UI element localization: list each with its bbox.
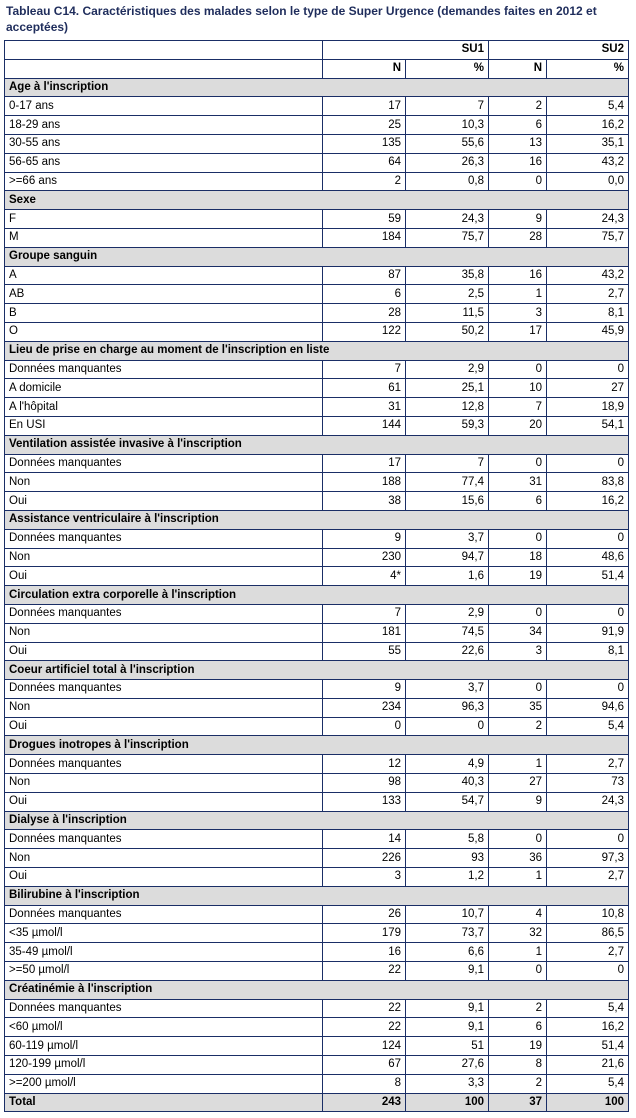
row-label: Oui	[5, 717, 323, 736]
table-row	[5, 1056, 629, 1075]
row-value: 2,7	[547, 868, 629, 887]
row-value: 19	[489, 567, 547, 586]
row-value: 38	[323, 492, 406, 511]
row-value: 133	[323, 792, 406, 811]
table-row	[5, 398, 629, 417]
row-value: 73	[547, 774, 629, 793]
row-value: 4	[489, 905, 547, 924]
table-row	[5, 360, 629, 379]
table-row	[5, 680, 629, 699]
row-value: 188	[323, 473, 406, 492]
table-row	[5, 698, 629, 717]
row-value: 5,4	[547, 999, 629, 1018]
row-value: 1,6	[406, 567, 489, 586]
row-value: 24,3	[547, 792, 629, 811]
row-value: 16	[489, 266, 547, 285]
table-row	[5, 905, 629, 924]
row-value: 75,7	[547, 228, 629, 247]
row-value: 3	[323, 868, 406, 887]
row-value: 14	[323, 830, 406, 849]
section-label: Groupe sanguin	[5, 247, 629, 266]
row-value: 17	[323, 97, 406, 116]
row-value: 2,7	[547, 943, 629, 962]
row-label: Oui	[5, 868, 323, 887]
row-value: 0	[489, 172, 547, 191]
row-value: 64	[323, 153, 406, 172]
row-value: 0	[547, 962, 629, 981]
section-header-row	[5, 247, 629, 266]
header-group-su2: SU2	[489, 41, 629, 60]
row-value: 8,1	[547, 304, 629, 323]
row-value: 5,4	[547, 97, 629, 116]
row-value: 86,5	[547, 924, 629, 943]
table-row	[5, 285, 629, 304]
table-row	[5, 492, 629, 511]
row-value: 2	[489, 717, 547, 736]
row-value: 8,1	[547, 642, 629, 661]
row-value: 16,2	[547, 1018, 629, 1037]
row-value: 10,7	[406, 905, 489, 924]
row-value: 230	[323, 548, 406, 567]
section-header-row	[5, 586, 629, 605]
section-header-row	[5, 435, 629, 454]
row-value: 74,5	[406, 623, 489, 642]
table-row	[5, 962, 629, 981]
table-row	[5, 830, 629, 849]
row-value: 0	[489, 529, 547, 548]
row-label: >=66 ans	[5, 172, 323, 191]
row-label: F	[5, 210, 323, 229]
row-value: 0	[489, 680, 547, 699]
row-value: 9	[323, 680, 406, 699]
row-value: 0	[489, 962, 547, 981]
total-value: 100	[406, 1093, 489, 1112]
row-value: 6	[323, 285, 406, 304]
row-value: 16	[489, 153, 547, 172]
section-label: Assistance ventriculaire à l'inscription	[5, 510, 629, 529]
header-sub-pct: %	[547, 59, 629, 78]
total-value: 243	[323, 1093, 406, 1112]
row-value: 28	[489, 228, 547, 247]
row-label: M	[5, 228, 323, 247]
row-label: Oui	[5, 492, 323, 511]
row-value: 27	[547, 379, 629, 398]
row-value: 25	[323, 116, 406, 135]
row-value: 87	[323, 266, 406, 285]
row-value: 18	[489, 548, 547, 567]
row-value: 48,6	[547, 548, 629, 567]
row-value: 2,5	[406, 285, 489, 304]
row-value: 226	[323, 849, 406, 868]
row-value: 83,8	[547, 473, 629, 492]
table-row	[5, 379, 629, 398]
row-value: 98	[323, 774, 406, 793]
row-value: 9,1	[406, 962, 489, 981]
table-row	[5, 924, 629, 943]
row-value: 22	[323, 999, 406, 1018]
row-value: 7	[406, 97, 489, 116]
row-value: 32	[489, 924, 547, 943]
header-sub-n: N	[489, 59, 547, 78]
table-row	[5, 529, 629, 548]
table-row	[5, 604, 629, 623]
table-row	[5, 774, 629, 793]
header-group-su1: SU1	[323, 41, 489, 60]
row-value: 16,2	[547, 492, 629, 511]
row-value: 9	[323, 529, 406, 548]
table-row	[5, 1074, 629, 1093]
row-value: 17	[323, 454, 406, 473]
row-value: 2	[489, 1074, 547, 1093]
table-row	[5, 304, 629, 323]
row-value: 6	[489, 492, 547, 511]
row-value: 0,0	[547, 172, 629, 191]
row-value: 1	[489, 868, 547, 887]
row-value: 51	[406, 1037, 489, 1056]
row-value: 26	[323, 905, 406, 924]
row-value: 2	[489, 97, 547, 116]
row-value: 0	[323, 717, 406, 736]
row-value: 77,4	[406, 473, 489, 492]
table-row	[5, 134, 629, 153]
section-header-row	[5, 980, 629, 999]
row-value: 16,2	[547, 116, 629, 135]
section-header-row	[5, 341, 629, 360]
section-header-row	[5, 191, 629, 210]
header-sub-pct: %	[406, 59, 489, 78]
row-label: A	[5, 266, 323, 285]
row-value: 55	[323, 642, 406, 661]
row-value: 8	[323, 1074, 406, 1093]
row-value: 59	[323, 210, 406, 229]
row-value: 40,3	[406, 774, 489, 793]
section-header-row	[5, 78, 629, 97]
row-value: 3,7	[406, 529, 489, 548]
row-value: 7	[406, 454, 489, 473]
row-value: 24,3	[547, 210, 629, 229]
row-value: 10,8	[547, 905, 629, 924]
row-value: 0	[547, 604, 629, 623]
row-value: 7	[323, 360, 406, 379]
row-value: 24,3	[406, 210, 489, 229]
row-value: 9	[489, 792, 547, 811]
row-value: 1	[489, 943, 547, 962]
table-row	[5, 868, 629, 887]
row-value: 27,6	[406, 1056, 489, 1075]
row-value: 51,4	[547, 567, 629, 586]
row-value: 50,2	[406, 322, 489, 341]
table-row	[5, 1018, 629, 1037]
total-row	[5, 1093, 629, 1112]
row-value: 9,1	[406, 999, 489, 1018]
row-value: 10,3	[406, 116, 489, 135]
row-value: 179	[323, 924, 406, 943]
row-value: 35,1	[547, 134, 629, 153]
section-label: Bilirubine à l'inscription	[5, 886, 629, 905]
row-value: 16	[323, 943, 406, 962]
row-value: 31	[323, 398, 406, 417]
row-value: 20	[489, 416, 547, 435]
row-value: 6,6	[406, 943, 489, 962]
row-value: 67	[323, 1056, 406, 1075]
header-blank-cell	[5, 41, 323, 60]
row-label: Non	[5, 774, 323, 793]
row-label: 0-17 ans	[5, 97, 323, 116]
table-row	[5, 642, 629, 661]
row-label: 120-199 µmol/l	[5, 1056, 323, 1075]
row-value: 3	[489, 304, 547, 323]
row-label: AB	[5, 285, 323, 304]
row-value: 93	[406, 849, 489, 868]
row-value: 5,4	[547, 1074, 629, 1093]
row-value: 0	[406, 717, 489, 736]
row-value: 7	[323, 604, 406, 623]
row-value: 13	[489, 134, 547, 153]
row-value: 55,6	[406, 134, 489, 153]
row-value: 43,2	[547, 153, 629, 172]
table-title: Tableau C14. Caractéristiques des malades selon le type de Super Urgence (demandes faites en 2012 et acceptées)	[6, 4, 597, 34]
table-row	[5, 454, 629, 473]
row-label: <60 µmol/l	[5, 1018, 323, 1037]
section-label: Ventilation assistée invasive à l'inscription	[5, 435, 629, 454]
row-value: 3	[489, 642, 547, 661]
row-value: 7	[489, 398, 547, 417]
row-value: 11,5	[406, 304, 489, 323]
row-value: 17	[489, 322, 547, 341]
row-label: En USI	[5, 416, 323, 435]
row-value: 96,3	[406, 698, 489, 717]
row-value: 4,9	[406, 755, 489, 774]
row-value: 61	[323, 379, 406, 398]
row-label: Non	[5, 698, 323, 717]
row-value: 22	[323, 962, 406, 981]
row-label: Oui	[5, 792, 323, 811]
row-value: 3,3	[406, 1074, 489, 1093]
row-value: 73,7	[406, 924, 489, 943]
row-value: 1	[489, 285, 547, 304]
row-label: 56-65 ans	[5, 153, 323, 172]
row-label: 30-55 ans	[5, 134, 323, 153]
section-label: Coeur artificiel total à l'inscription	[5, 661, 629, 680]
row-label: Données manquantes	[5, 755, 323, 774]
row-label: Non	[5, 473, 323, 492]
row-value: 2	[323, 172, 406, 191]
section-header-row	[5, 811, 629, 830]
row-value: 22	[323, 1018, 406, 1037]
row-value: 54,7	[406, 792, 489, 811]
row-value: 0	[489, 360, 547, 379]
row-label: O	[5, 322, 323, 341]
row-value: 35	[489, 698, 547, 717]
row-value: 34	[489, 623, 547, 642]
row-label: <35 µmol/l	[5, 924, 323, 943]
row-value: 184	[323, 228, 406, 247]
table-row	[5, 943, 629, 962]
section-label: Lieu de prise en charge au moment de l'inscription en liste	[5, 341, 629, 360]
row-value: 124	[323, 1037, 406, 1056]
section-header-row	[5, 661, 629, 680]
row-label: >=200 µmol/l	[5, 1074, 323, 1093]
row-value: 31	[489, 473, 547, 492]
section-label: Drogues inotropes à l'inscription	[5, 736, 629, 755]
row-label: Données manquantes	[5, 529, 323, 548]
row-value: 12	[323, 755, 406, 774]
row-value: 0	[547, 680, 629, 699]
row-value: 22,6	[406, 642, 489, 661]
row-value: 5,4	[547, 717, 629, 736]
row-value: 36	[489, 849, 547, 868]
total-value: 37	[489, 1093, 547, 1112]
section-label: Créatinémie à l'inscription	[5, 980, 629, 999]
row-label: 35-49 µmol/l	[5, 943, 323, 962]
row-label: B	[5, 304, 323, 323]
row-value: 135	[323, 134, 406, 153]
row-value: 144	[323, 416, 406, 435]
table-row	[5, 266, 629, 285]
header-row-groups	[5, 41, 629, 60]
header-blank-cell	[5, 59, 323, 78]
row-value: 43,2	[547, 266, 629, 285]
section-header-row	[5, 736, 629, 755]
row-value: 45,9	[547, 322, 629, 341]
row-value: 9	[489, 210, 547, 229]
row-value: 0	[547, 360, 629, 379]
row-value: 28	[323, 304, 406, 323]
table-row	[5, 548, 629, 567]
row-value: 21,6	[547, 1056, 629, 1075]
row-label: A l'hôpital	[5, 398, 323, 417]
row-label: Données manquantes	[5, 830, 323, 849]
header-row-sub	[5, 59, 629, 78]
row-value: 4*	[323, 567, 406, 586]
row-label: A domicile	[5, 379, 323, 398]
row-value: 12,8	[406, 398, 489, 417]
row-label: Données manquantes	[5, 999, 323, 1018]
table-row	[5, 97, 629, 116]
row-value: 10	[489, 379, 547, 398]
row-value: 1,2	[406, 868, 489, 887]
row-value: 97,3	[547, 849, 629, 868]
table-row	[5, 623, 629, 642]
section-header-row	[5, 886, 629, 905]
row-label: Non	[5, 623, 323, 642]
row-value: 0,8	[406, 172, 489, 191]
row-value: 0	[547, 830, 629, 849]
row-label: >=50 µmol/l	[5, 962, 323, 981]
total-value: 100	[547, 1093, 629, 1112]
row-value: 18,9	[547, 398, 629, 417]
section-label: Dialyse à l'inscription	[5, 811, 629, 830]
section-header-row	[5, 510, 629, 529]
row-value: 75,7	[406, 228, 489, 247]
table-row	[5, 999, 629, 1018]
row-value: 0	[489, 830, 547, 849]
row-value: 94,7	[406, 548, 489, 567]
row-value: 181	[323, 623, 406, 642]
row-label: Données manquantes	[5, 454, 323, 473]
row-value: 0	[489, 604, 547, 623]
row-value: 5,8	[406, 830, 489, 849]
row-value: 6	[489, 116, 547, 135]
row-label: Non	[5, 849, 323, 868]
row-value: 15,6	[406, 492, 489, 511]
row-value: 2,7	[547, 285, 629, 304]
row-value: 91,9	[547, 623, 629, 642]
table-row	[5, 210, 629, 229]
row-label: 60-119 µmol/l	[5, 1037, 323, 1056]
row-value: 2,9	[406, 360, 489, 379]
row-label: Oui	[5, 567, 323, 586]
row-label: Données manquantes	[5, 360, 323, 379]
table-row	[5, 849, 629, 868]
row-value: 35,8	[406, 266, 489, 285]
row-label: Données manquantes	[5, 680, 323, 699]
row-value: 2,7	[547, 755, 629, 774]
table-row	[5, 717, 629, 736]
row-label: Oui	[5, 642, 323, 661]
row-value: 54,1	[547, 416, 629, 435]
table-row	[5, 172, 629, 191]
table-row	[5, 416, 629, 435]
row-value: 25,1	[406, 379, 489, 398]
row-value: 26,3	[406, 153, 489, 172]
section-label: Circulation extra corporelle à l'inscription	[5, 586, 629, 605]
table-row	[5, 322, 629, 341]
row-value: 122	[323, 322, 406, 341]
total-label: Total	[5, 1093, 323, 1112]
table-row	[5, 153, 629, 172]
table-row	[5, 567, 629, 586]
row-value: 0	[489, 454, 547, 473]
characteristics-table	[4, 40, 629, 1112]
row-value: 1	[489, 755, 547, 774]
row-value: 59,3	[406, 416, 489, 435]
row-value: 19	[489, 1037, 547, 1056]
row-value: 6	[489, 1018, 547, 1037]
table-body	[5, 41, 629, 1112]
row-value: 8	[489, 1056, 547, 1075]
row-value: 3,7	[406, 680, 489, 699]
row-value: 234	[323, 698, 406, 717]
row-value: 0	[547, 529, 629, 548]
row-label: Données manquantes	[5, 905, 323, 924]
row-value: 51,4	[547, 1037, 629, 1056]
section-label: Sexe	[5, 191, 629, 210]
table-row	[5, 1037, 629, 1056]
row-label: Données manquantes	[5, 604, 323, 623]
table-row	[5, 473, 629, 492]
row-value: 94,6	[547, 698, 629, 717]
section-label: Age à l'inscription	[5, 78, 629, 97]
row-value: 0	[547, 454, 629, 473]
row-value: 27	[489, 774, 547, 793]
table-row	[5, 228, 629, 247]
row-value: 9,1	[406, 1018, 489, 1037]
row-label: 18-29 ans	[5, 116, 323, 135]
table-row	[5, 116, 629, 135]
table-row	[5, 792, 629, 811]
row-label: Non	[5, 548, 323, 567]
row-value: 2	[489, 999, 547, 1018]
row-value: 2,9	[406, 604, 489, 623]
header-sub-n: N	[323, 59, 406, 78]
table-row	[5, 755, 629, 774]
